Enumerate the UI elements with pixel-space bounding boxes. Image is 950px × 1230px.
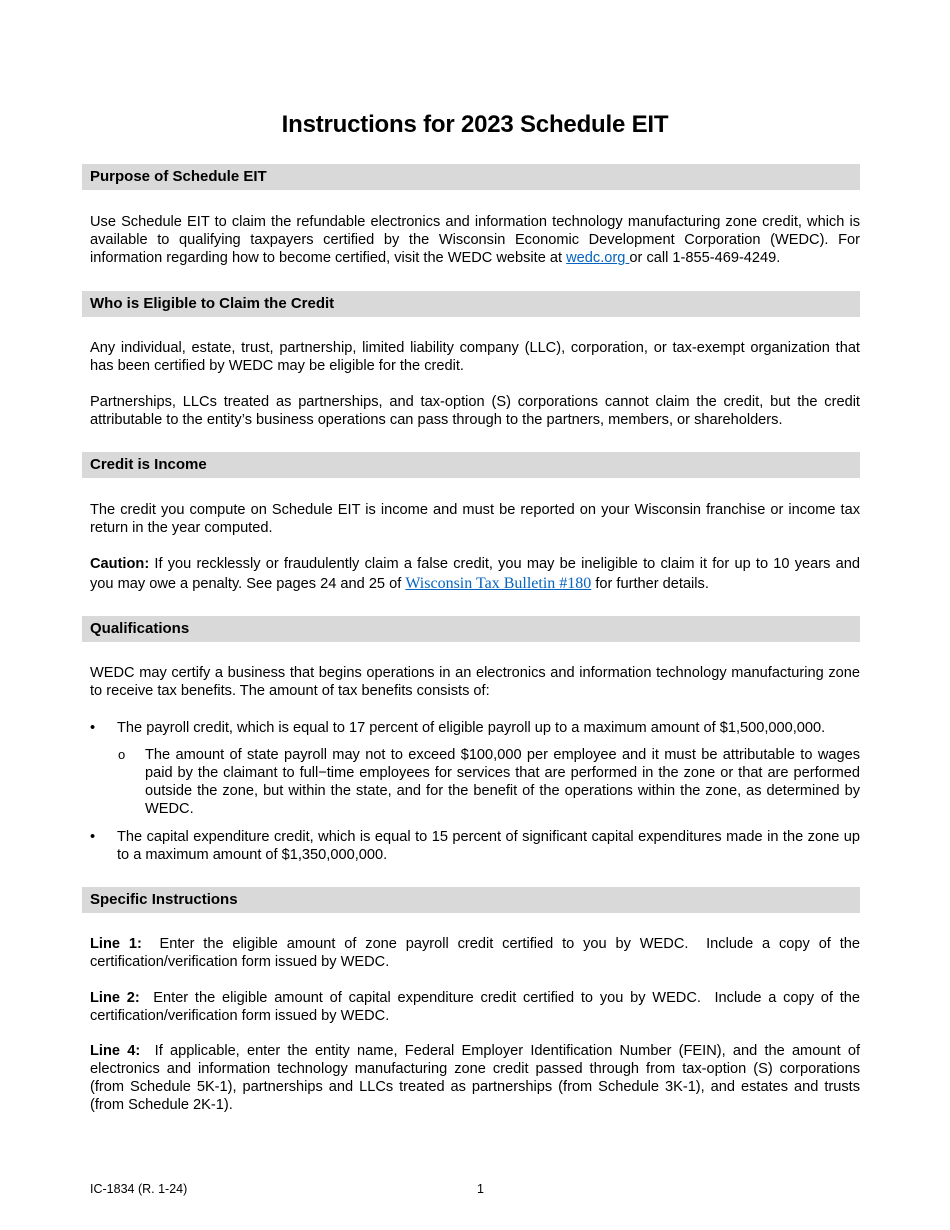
caution-text: If you recklessly or fraudulently claim a false credit, you may be ineligible to claim it for up to 10 years and you may owe a penalty. See pages 24 and 25 of (90, 556, 860, 592)
section-heading-qualifications: Qualifications (82, 616, 860, 642)
caution-text-after: for further details. (591, 576, 709, 592)
line-label: Line 1: (90, 936, 142, 952)
bullet-capital-expenditure-credit (90, 828, 860, 864)
line-text: Enter the eligible amount of zone payroll credit certified to you by WEDC. Include a copy of the certification/verification form issued by WEDC. (90, 936, 865, 970)
sub-bullet-text: The amount of state payroll may not to exceed $100,000 per employee and it must be attributable to wages paid by the claimant to full−time employees for services that are performed in the zone or that are performed outside the zone, but within the state, and for the benefit of the operations within the zone, as determined by WEDC. (145, 747, 860, 817)
section-heading-purpose: Purpose of Schedule EIT (82, 164, 860, 190)
line-4-instruction (90, 1042, 865, 1114)
bullet-icon: • (90, 829, 96, 845)
sub-bullet-icon: o (118, 747, 126, 762)
section-heading-specific: Specific Instructions (82, 887, 860, 913)
caution-label: Caution: (90, 556, 150, 572)
income-paragraph: The credit you compute on Schedule EIT is income and must be reported on your Wisconsin franchise or income tax return in the year computed. (90, 502, 860, 536)
sub-bullet-state-payroll (118, 746, 860, 818)
bullet-text: The payroll credit, which is equal to 17 percent of eligible payroll up to a maximum amount of $1,500,000,000. (117, 720, 826, 736)
line-label: Line 4: (90, 1043, 141, 1059)
page-title: Instructions for 2023 Schedule EIT (281, 111, 669, 138)
purpose-text: Use Schedule EIT to claim the refundable electronics and information technology manufacturing zone credit, which is available to qualifying taxpayers certified by the Wisconsin Economic Development Corporation (WEDC). For information regarding how to become certified, visit the WEDC website at (90, 214, 860, 266)
line-label: Line 2: (90, 990, 140, 1006)
line-2-instruction (90, 989, 865, 1025)
form-id: IC-1834 (R. 1-24) (90, 1182, 188, 1196)
section-heading-income: Credit is Income (82, 452, 860, 478)
line-text: Enter the eligible amount of capital expenditure credit certified to you by WEDC. Include a copy of the certification/verification form issued by WEDC. (90, 990, 865, 1024)
wedc-link[interactable]: wedc.org (566, 250, 630, 266)
bullet-payroll-credit (90, 719, 860, 737)
eligible-paragraph-1: Any individual, estate, trust, partnership, limited liability company (LLC), corporation, or tax-exempt organization that has been certified by WEDC may be eligible for the credit. (90, 340, 860, 374)
eligible-paragraph-2: Partnerships, LLCs treated as partnerships, and tax-option (S) corporations cannot claim the credit, but the credit attributable to the entity’s business operations can pass through to the partners, members, or shareholders. (90, 394, 860, 428)
page-number: 1 (477, 1182, 484, 1196)
purpose-text-after: or call 1-855-469-4249. (629, 250, 781, 266)
section-heading-eligible: Who is Eligible to Claim the Credit (82, 291, 860, 317)
bullet-text: The capital expenditure credit, which is equal to 15 percent of significant capital expenditures made in the zone up to a maximum amount of $1,350,000,000. (117, 829, 860, 863)
purpose-paragraph (90, 213, 860, 267)
line-1-instruction (90, 935, 865, 971)
qualifications-paragraph: WEDC may certify a business that begins operations in an electronics and information technology manufacturing zone to receive tax benefits. The amount of tax benefits consists of: (90, 665, 860, 699)
caution-paragraph (90, 554, 860, 594)
line-text: If applicable, enter the entity name, Federal Employer Identification Number (FEIN), and the amount of electronics and information technology manufacturing zone credit passed through from tax-option (S) corporations (from Schedule 5K-1), partnerships and LLCs treated as partnerships (from Schedule 3K-1), and estates and trusts (from Schedule 2K-1). (90, 1043, 865, 1113)
bullet-icon: • (90, 720, 96, 736)
tax-bulletin-link[interactable]: Wisconsin Tax Bulletin #180 (405, 575, 592, 592)
